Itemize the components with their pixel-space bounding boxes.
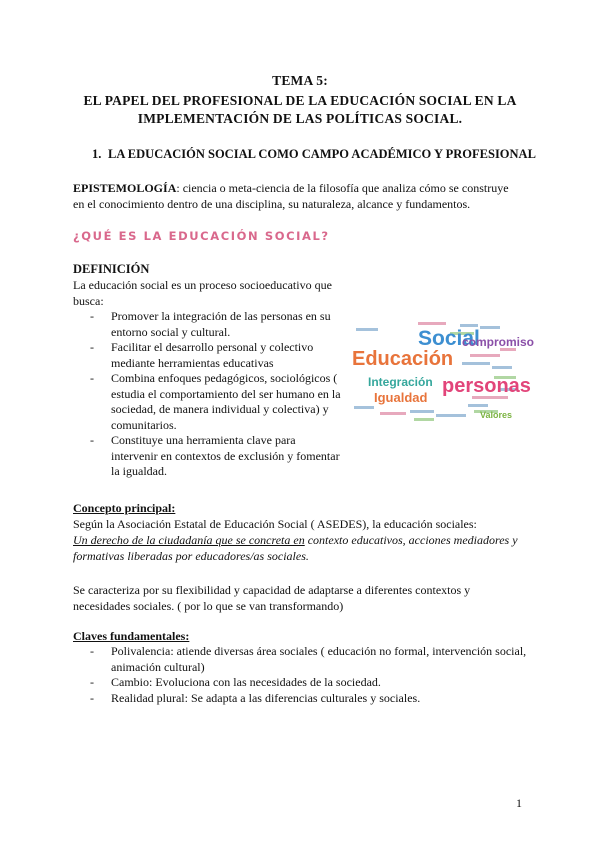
page-number: 1 [516, 796, 522, 810]
list-item-line: - Cambio: Evoluciona con las necesidades de la sociedad. [111, 675, 381, 689]
list-item-line: estudia el comportamiento del ser humano en la [111, 386, 341, 401]
concepto-quote-line2: formativas liberadas por educadores/as sociales. [73, 549, 309, 563]
caracteriza-paragraph [73, 582, 543, 614]
list-item [90, 340, 350, 371]
page-title-line1: EL PAPEL DEL PROFESIONAL DE LA EDUCACIÓN SOCIAL EN LA [83, 93, 517, 108]
list-item-line: intervenir en contextos de exclusión y fomentar [111, 448, 340, 463]
word-social: Social [418, 327, 480, 350]
list-item [90, 691, 550, 707]
list-item-line: - Facilitar el desarrollo personal y colectivo [111, 340, 314, 354]
list-item-line: - Combina enfoques pedagógicos, sociológicos ( [111, 371, 338, 385]
claves-list [90, 644, 550, 706]
epistemologia-term: EPISTEMOLOGÍA [73, 181, 177, 195]
list-item-line: la igualdad. [111, 464, 167, 478]
list-item-line: mediante herramientas educativas [111, 355, 274, 370]
page-title-line2: IMPLEMENTACIÓN DE LAS POLÍTICAS SOCIAL. [137, 111, 463, 126]
word-personas: personas [442, 375, 531, 397]
definicion-intro-line2: busca: [73, 294, 104, 308]
epistemologia-text-line1: : ciencia o meta-ciencia de la filosofía que analiza cómo se construye [176, 181, 509, 195]
list-item-line: - Polivalencia: atiende diversas área sociales ( educación no formal, intervención social, [111, 644, 527, 658]
word-educacion: Educación [352, 348, 454, 370]
list-item-line: animación cultural) [111, 659, 205, 674]
concepto-block [73, 500, 543, 564]
word-igualdad: Igualdad [374, 390, 428, 405]
concepto-line1: Según la Asociación Estatal de Educación Social ( ASEDES), la educación sociales: [73, 517, 477, 531]
word-integracion: Integración [368, 375, 433, 389]
list-item-line: - Promover la integración de las personas en su [111, 309, 331, 323]
definicion-list [90, 309, 350, 480]
list-item-line: - Constituye una herramienta clave para [111, 433, 296, 447]
question-heading: ¿QUÉ ES LA EDUCACIÓN SOCIAL? [73, 229, 330, 243]
caracteriza-line2: necesidades sociales. ( por lo que se van transformando) [73, 599, 344, 613]
word-valores: Valores [480, 410, 513, 420]
list-item-line: comunitarios. [111, 417, 177, 432]
list-item [90, 644, 550, 675]
list-item-line: sociedad, de manera individual y colectiva) y [111, 402, 329, 416]
definicion-heading: DEFINICIÓN [73, 262, 150, 276]
list-item [90, 675, 550, 691]
epistemologia-text-line2: en el conocimiento dentro de una disciplina, su naturaleza, alcance y fundamentos. [73, 197, 471, 211]
concepto-quote-rest: contexto educativos, acciones mediadores y [304, 533, 518, 547]
word-compromiso: compromiso [462, 335, 535, 349]
claves-heading: Claves fundamentales: [73, 629, 190, 643]
list-item-line: - Realidad plural: Se adapta a las diferencias culturales y sociales. [111, 690, 421, 705]
list-item [90, 309, 350, 340]
list-item [90, 371, 350, 433]
word-cloud-image [350, 318, 535, 423]
definicion-intro [73, 277, 353, 309]
section-number: 1. [92, 147, 102, 161]
epistemologia-paragraph [73, 180, 543, 212]
definicion-intro-line1: La educación social es un proceso socioeducativo que [73, 278, 332, 292]
concepto-heading: Concepto principal: [73, 501, 176, 515]
concepto-quote [73, 532, 543, 548]
section-heading: LA EDUCACIÓN SOCIAL COMO CAMPO ACADÉMICO Y PROFESIONAL [108, 147, 536, 161]
tema-label: TEMA 5: [272, 73, 328, 88]
list-item-line: entorno social y cultural. [111, 324, 231, 339]
list-item [90, 433, 350, 480]
concepto-quote-underlined: Un derecho de la ciudadanía que se concreta en [73, 533, 305, 547]
caracteriza-line1: Se caracteriza por su flexibilidad y capacidad de adaptarse a diferentes contextos y [73, 583, 471, 597]
